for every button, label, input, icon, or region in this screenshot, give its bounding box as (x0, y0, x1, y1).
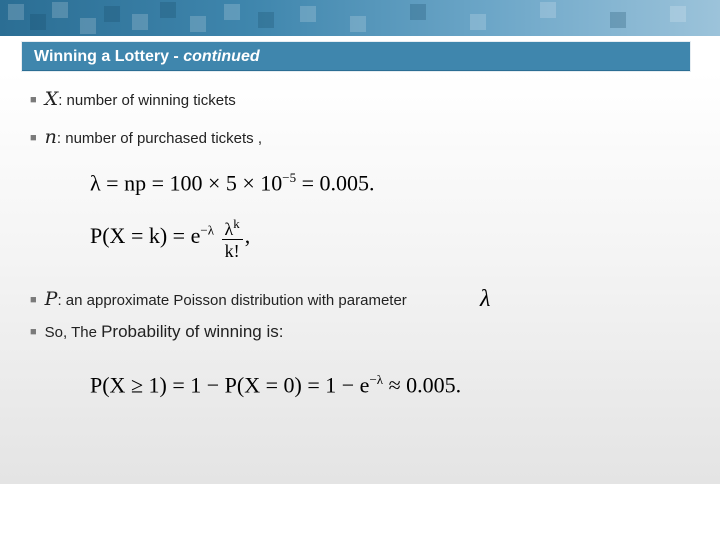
eq2-exponent: −λ (200, 222, 214, 238)
bullet-marker-icon: ■ (30, 294, 37, 306)
bullet-p (30, 288, 407, 310)
eq1-rhs: = 0.005. (296, 170, 375, 196)
eq2-lhs: P(X = k) = e (90, 223, 201, 249)
var-p: P (44, 288, 58, 310)
eq3-lhs: P(X ≥ 1) = 1 − P(X = 0) = 1 − e (90, 372, 370, 398)
bullet-so-text: Probability of winning is: (101, 322, 284, 341)
eq2-fraction (222, 214, 243, 262)
eq3-rhs: ≈ 0.005. (383, 372, 462, 398)
equation-poisson-pmf (90, 214, 250, 262)
title-emphasis: continued (183, 48, 260, 65)
eq3-exponent: −λ (369, 372, 384, 387)
lambda-parameter-symbol: λ (480, 286, 491, 312)
eq2-numerator-exponent: k (233, 216, 240, 231)
eq1-lhs: λ = np = 100 × 5 × 10 (90, 170, 283, 196)
slide-title (34, 48, 260, 66)
bullet-so (30, 322, 283, 342)
equation-lambda (90, 170, 375, 196)
equation-winning-probability (90, 372, 461, 398)
slide-title-bar (22, 42, 690, 71)
eq2-denominator: k! (224, 241, 240, 261)
eq2-tail: , (244, 223, 251, 249)
decorative-header-band (0, 0, 720, 36)
bullet-n (30, 126, 262, 148)
title-main: Winning a Lottery - (34, 48, 184, 65)
bullet-p-text: : an approximate Poisson distribution with parameter (57, 292, 407, 309)
bullet-n-text: : number of purchased tickets , (56, 130, 263, 147)
var-n: n (44, 126, 57, 148)
bullet-x-text: : number of winning tickets (58, 92, 236, 109)
eq1-exponent: −5 (282, 170, 297, 185)
bullet-marker-icon: ■ (30, 326, 37, 338)
var-x: X (44, 88, 59, 110)
eq2-numerator: λ (224, 219, 234, 239)
bullet-marker-icon: ■ (30, 94, 37, 106)
bullet-marker-icon: ■ (30, 132, 37, 144)
bullet-x (30, 88, 236, 110)
bullet-so-prefix: So, The (44, 324, 102, 341)
